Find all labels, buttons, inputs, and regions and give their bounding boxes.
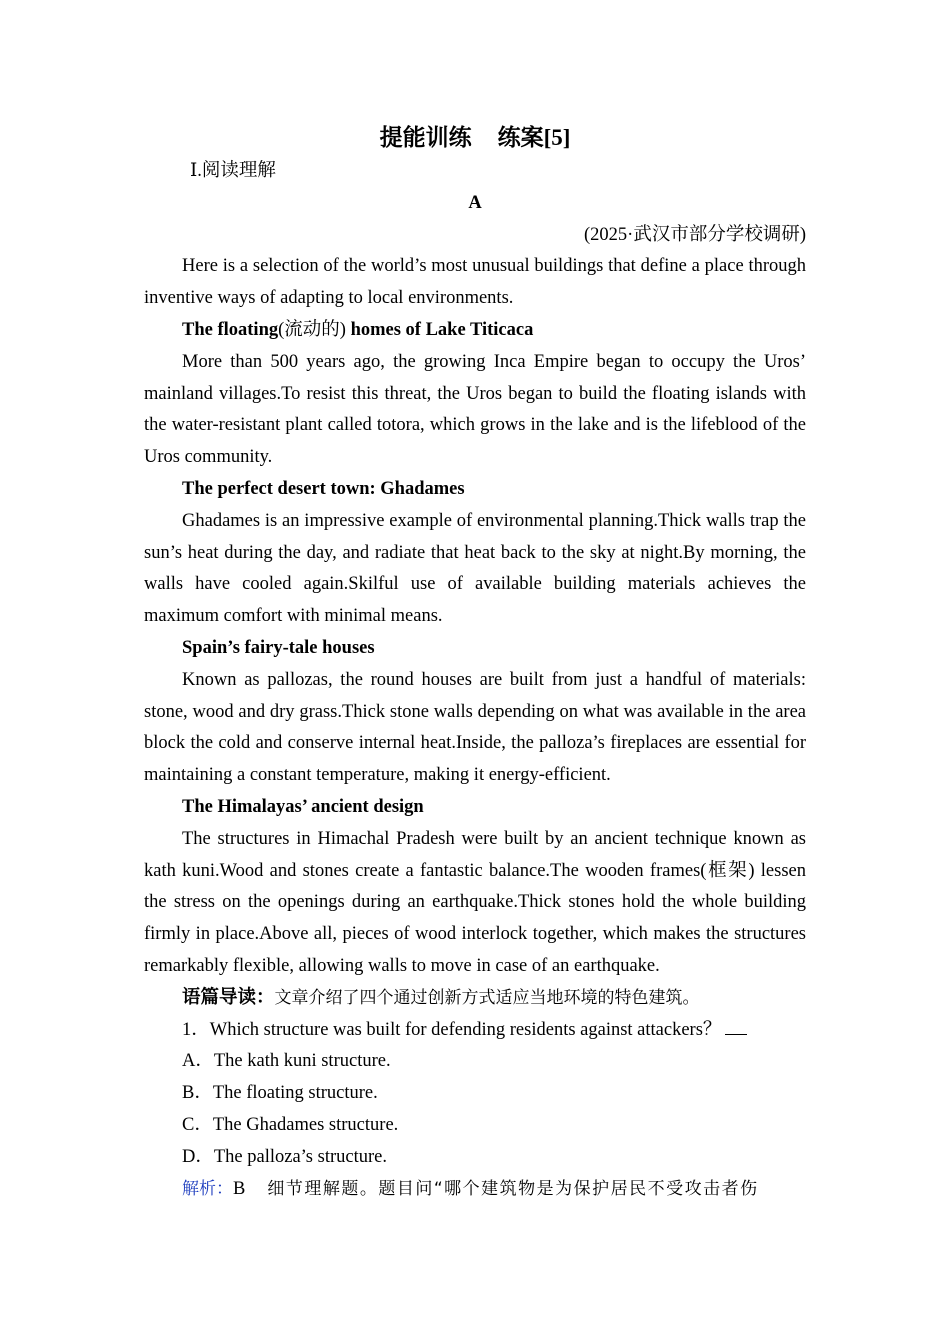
section-heading: Spain’s fairy-tale houses bbox=[182, 637, 375, 658]
title-right: 练案[5] bbox=[497, 125, 571, 150]
intro-paragraph: Here is a selection of the world’s most unusual buildings that define a place through inventive ways of adapting to local environments. bbox=[144, 256, 806, 309]
section-paragraph: Ghadames is an impressive example of environmental planning.Thick walls trap the sun’s heat during the day, and radiate that heat back to the sky at night.By morning, the walls have cooled again.Skilful use of available building materials achieves the maximum comfort with minimal means. bbox=[144, 510, 806, 627]
analysis: 解析：B 细节理解题。题目问“哪个建筑物是为保护居民不受攻击者伤 bbox=[182, 1178, 759, 1199]
reading-guide: 语篇导读：文章介绍了四个通过创新方式适应当地环境的特色建筑。 bbox=[182, 987, 700, 1008]
page-title bbox=[144, 120, 806, 156]
section-paragraph: Known as pallozas, the round houses are built from just a handful of materials: stone, wood and dry grass.Thick stone walls depending on what was available in the area block the cold and conserve internal heat.Inside, the palloza’s fireplaces are essential for maintaining a constant temperature, making it energy-efficient. bbox=[144, 669, 806, 786]
section-paragraph: More than 500 years ago, the growing Inca Empire began to occupy the Uros’ mainland villages.To resist this threat, the Uros began to build the floating islands with the water-resistant plant called totora, which grows in the lake and is the lifeblood of the Uros community. bbox=[144, 351, 806, 468]
section-heading: The perfect desert town: Ghadames bbox=[182, 478, 465, 499]
source-note: (2025·武汉市部分学校调研) bbox=[584, 224, 806, 245]
document-page bbox=[144, 120, 806, 1205]
section-label: Ⅰ.阅读理解 bbox=[190, 161, 276, 181]
question-stem: 1．Which structure was built for defending residents against attackers？ bbox=[144, 1015, 806, 1047]
section-paragraph: The structures in Himachal Pradesh were built by an ancient technique known as kath kuni.Wood and stones create a fantastic balance.The wooden frames(框架) lessen the stress on the openings during an earthquake.Thick stones hold the whole building firmly in place.Above all, pieces of wood interlock together, which makes the structures remarkably flexible, allowing walls to move in case of an earthquake. bbox=[144, 828, 806, 976]
section-heading: The floating(流动的) homes of Lake Titicaca bbox=[182, 319, 534, 340]
option-c: C．The Ghadames structure. bbox=[182, 1114, 399, 1135]
title-left: 提能训练 bbox=[379, 125, 472, 150]
section-heading: The Himalayas’ ancient design bbox=[182, 796, 424, 817]
option-b: B．The floating structure. bbox=[182, 1083, 378, 1104]
option-d: D．The palloza’s structure. bbox=[182, 1146, 387, 1167]
answer-blank bbox=[725, 1016, 747, 1035]
part-label: A bbox=[468, 192, 482, 213]
option-a: A．The kath kuni structure. bbox=[182, 1051, 391, 1072]
